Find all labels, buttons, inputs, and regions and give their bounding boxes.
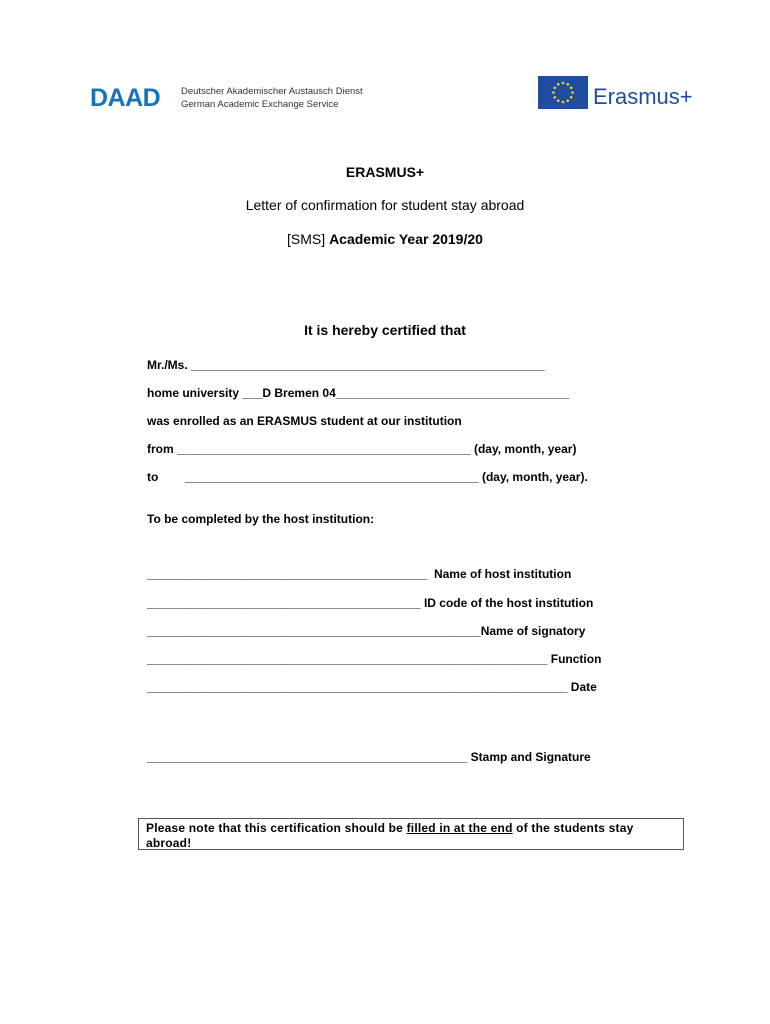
academic-year	[0, 231, 770, 247]
daad-name-english: German Academic Exchange Service	[181, 99, 339, 110]
stamp-signature-field[interactable]: ________________________________________________ Stamp and Signature	[147, 750, 591, 764]
daad-logo: DAAD	[90, 84, 161, 112]
daad-name	[181, 85, 363, 111]
function-field[interactable]: ____________________________________________________________ Function	[147, 652, 602, 666]
daad-name-german: Deutscher Akademischer Austausch Dienst	[181, 86, 363, 97]
student-name-field[interactable]: Mr./Ms. _____________________________________________________	[147, 358, 545, 372]
from-date-field[interactable]: from ____________________________________________ (day, month, year)	[147, 442, 577, 456]
host-section-heading: To be completed by the host institution:	[147, 512, 375, 526]
host-institution-name-field[interactable]: __________________________________________ Name of host institution	[147, 567, 572, 581]
year-prefix: [SMS]	[287, 231, 326, 247]
host-id-code-field[interactable]: _________________________________________ ID code of the host institution	[147, 596, 594, 610]
note-text-underlined: filled in at the end	[406, 821, 513, 835]
document-subtitle: Letter of confirmation for student stay abroad	[245, 197, 525, 213]
date-field[interactable]: _______________________________________________________________ Date	[147, 680, 597, 694]
eu-flag-icon	[538, 76, 588, 109]
home-university-field[interactable]: home university ___D Bremen 04___________________________________	[147, 386, 570, 400]
erasmus-logo: Erasmus+	[593, 84, 693, 109]
enrolled-statement: was enrolled as an ERASMUS student at our institution	[147, 414, 462, 428]
document-title: ERASMUS+	[345, 164, 425, 180]
signatory-name-field[interactable]: __________________________________________________Name of signatory	[147, 624, 586, 638]
to-date-field[interactable]: to ____________________________________________ (day, month, year).	[147, 470, 588, 484]
year-label: Academic Year 2019/20	[329, 231, 483, 247]
note-text-before: Please note that this certification should be	[146, 821, 407, 835]
certified-heading: It is hereby certified that	[304, 322, 466, 338]
note-text-after: of the students stay abroad!	[146, 821, 634, 850]
completion-note	[138, 818, 684, 850]
